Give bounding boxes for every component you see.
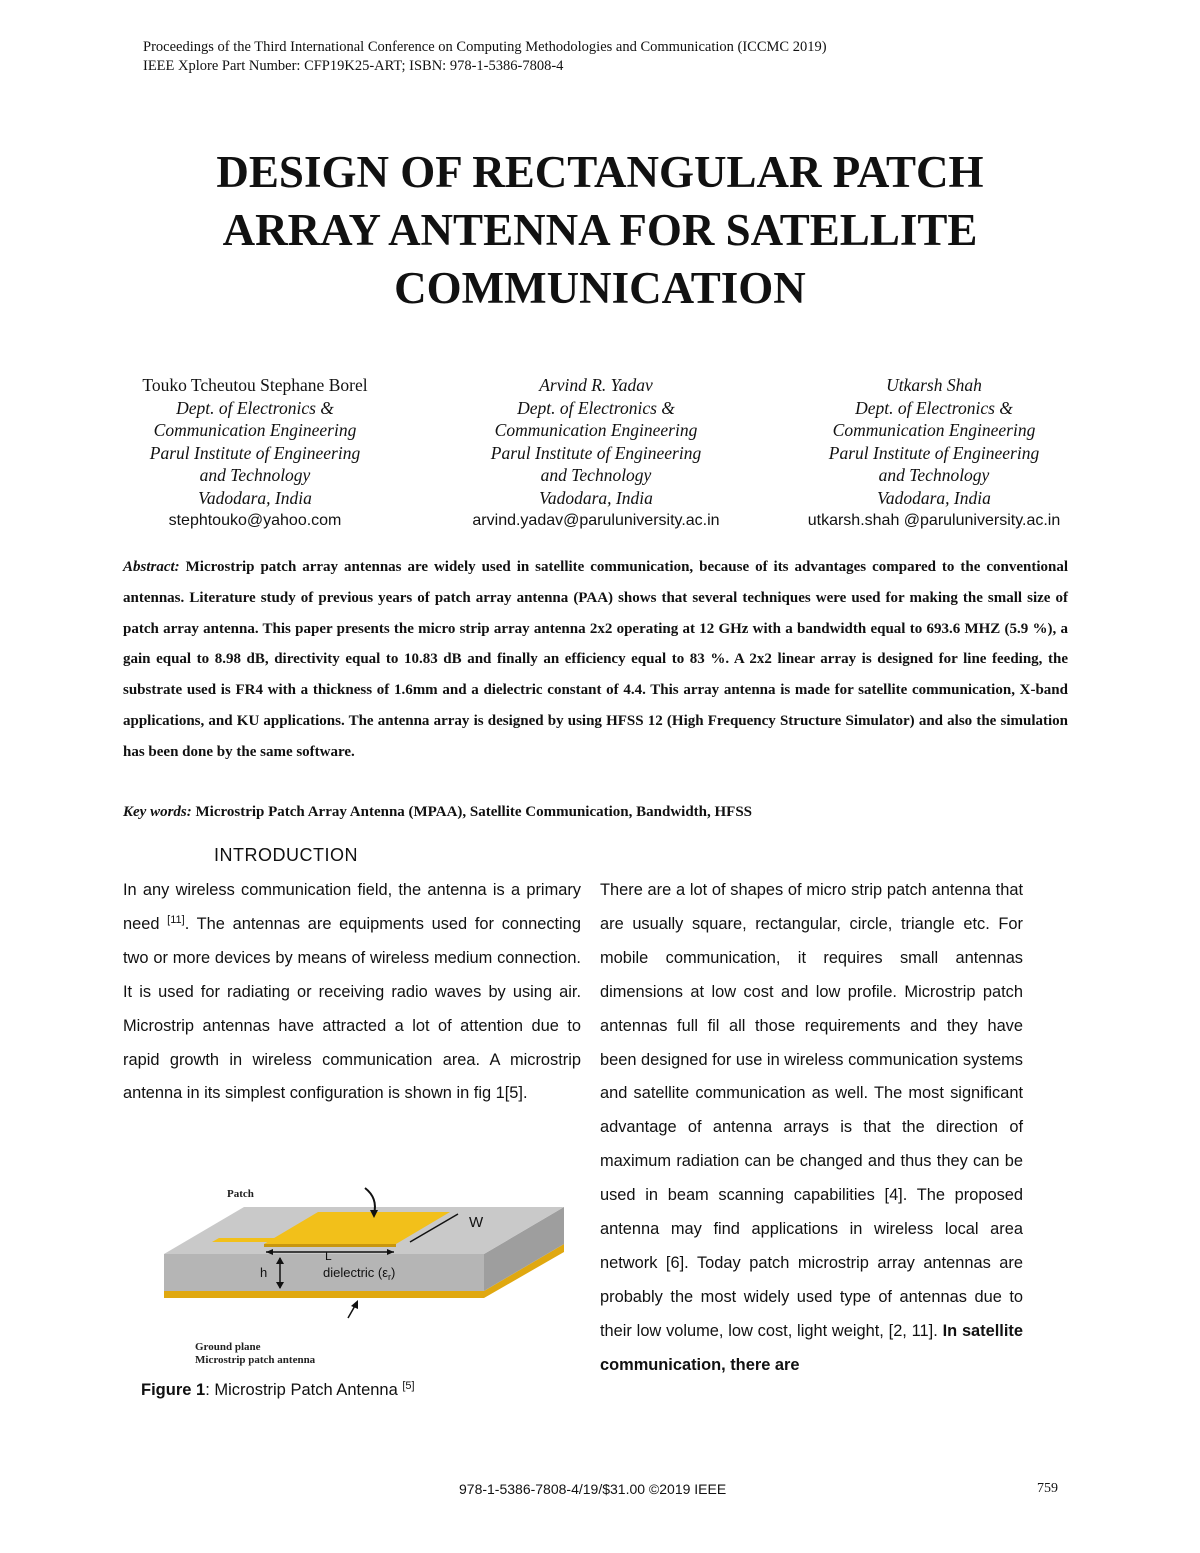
figure-label-ground-plane: Ground plane: [195, 1341, 261, 1353]
author-1: [65, 374, 445, 532]
author-institute: and Technology: [540, 465, 652, 486]
page-number: 759: [1037, 1481, 1058, 1496]
figure-label-dielectric: [323, 1265, 395, 1282]
author-dept: Communication Engineering: [153, 420, 357, 441]
author-name: Touko Tcheutou Stephane Borel: [142, 375, 368, 395]
author-dept: Dept. of Electronics &: [517, 397, 675, 418]
section-heading-introduction: INTRODUCTION: [214, 845, 358, 865]
header-isbn: IEEE Xplore Part Number: CFP19K25-ART; ISBN: 978-1-5386-7808-4: [143, 58, 564, 74]
footer-copyright: 978-1-5386-7808-4/19/$31.00 ©2019 IEEE: [459, 1481, 727, 1497]
author-dept: Communication Engineering: [494, 420, 698, 441]
intro-paragraph-part1: In any wireless communication field, the antenna is a primary need: [123, 881, 581, 933]
author-location: Vadodara, India: [539, 487, 653, 508]
author-name: Utkarsh Shah: [886, 375, 982, 395]
keywords-label: Key words:: [123, 804, 192, 820]
dielectric-end: ): [391, 1265, 396, 1280]
intro-paragraph-part2: . The antennas are equipments used for connecting two or more devices by means of wireless medium connection. It is used for radiating or receiving radio waves by using air. Microstrip antennas have attracted a lot of attention due to rapid growth in wireless communication area. A microstrip antenna in its simplest configuration is shown in fig 1[5].: [123, 914, 581, 1103]
author-institute: Parul Institute of Engineering: [490, 442, 702, 463]
header-conference: Proceedings of the Third International Conference on Computing Methodologies and Communication (ICCMC 2019): [143, 39, 827, 55]
figure-microstrip-patch: [160, 1180, 570, 1370]
right-paragraph: There are a lot of shapes of micro strip patch antenna that are usually square, rectangular, circle, triangle etc. For mobile communication, it requires small antennas dimensions at low cost and low profile. Microstrip patch antennas full fil all those requirements and they have been designed for use in wireless communication systems and satellite communication as well. The most significant advantage of antenna arrays is that the direction of maximum radiation can be changed and thus they can be used in beam scanning capabilities [4]. The proposed antenna may find applications in wireless local area network [6]. Today patch microstrip array antennas are probably the most widely used type of antennas due to their low volume, low cost, light weight, [2, 11].: [600, 881, 1023, 1340]
paper-title: [100, 143, 1100, 317]
figure-label-patch: Patch: [227, 1188, 254, 1200]
running-header: [143, 38, 827, 76]
caption-ref: [5]: [402, 1380, 415, 1392]
figure-label-microstrip: Microstrip patch antenna: [195, 1354, 316, 1366]
author-3: [744, 374, 1124, 532]
caption-text: : Microstrip Patch Antenna: [205, 1381, 403, 1399]
dielectric-subscript: r: [388, 1272, 392, 1282]
author-institute: and Technology: [199, 465, 311, 486]
author-institute: Parul Institute of Engineering: [828, 442, 1040, 463]
dielectric-text: dielectric (ε: [323, 1265, 389, 1280]
author-email[interactable]: arvind.yadav@paruluniversity.ac.in: [472, 511, 720, 529]
keywords: [123, 798, 1068, 826]
keywords-text: Microstrip Patch Array Antenna (MPAA), Satellite Communication, Bandwidth, HFSS: [195, 804, 753, 820]
figure-label-h: h: [260, 1265, 268, 1280]
citation-ref: [11]: [167, 913, 185, 926]
caption-label: Figure 1: [141, 1381, 206, 1399]
author-dept: Dept. of Electronics &: [855, 397, 1013, 418]
right-paragraph-emphasis: In satellite communication, there are: [600, 1321, 1023, 1374]
figure-caption: [141, 1381, 415, 1400]
author-email[interactable]: utkarsh.shah @paruluniversity.ac.in: [807, 511, 1061, 529]
title-line-1: DESIGN OF RECTANGULAR PATCH: [216, 147, 984, 197]
abstract: [123, 552, 1068, 768]
abstract-text: Microstrip patch array antennas are widely used in satellite communication, because of its advantages compared to the conventional antennas. Literature study of previous years of patch array antenna (PAA) shows that several techniques were used for making the small size of patch array antenna. This paper presents the micro strip array antenna 2x2 operating at 12 GHz with a bandwidth equal to 693.6 MHZ (5.9 %), a gain equal to 8.98 dB, directivity equal to 10.83 dB and finally an efficiency equal to 83 %. A 2x2 linear array is designed for line feeding, the substrate used is FR4 with a thickness of 1.6mm and a dielectric constant of 4.4. This array antenna is made for satellite communication, X-band applications, and KU applications. The antenna array is designed by using HFSS 12 (High Frequency Structure Simulator) and also the simulation has been done by the same software.: [123, 559, 1068, 760]
author-email[interactable]: stephtouko@yahoo.com: [168, 511, 342, 529]
author-institute: and Technology: [878, 465, 990, 486]
title-line-3: COMMUNICATION: [394, 263, 806, 313]
abstract-label: Abstract:: [123, 559, 180, 575]
left-column-text: [123, 874, 581, 1111]
author-name: Arvind R. Yadav: [539, 375, 653, 395]
figure-label-l: L: [325, 1249, 332, 1263]
author-dept: Communication Engineering: [832, 420, 1036, 441]
author-location: Vadodara, India: [198, 487, 312, 508]
author-location: Vadodara, India: [877, 487, 991, 508]
figure-label-w: W: [469, 1214, 484, 1231]
patch-antenna-illustration: [160, 1180, 570, 1370]
author-dept: Dept. of Electronics &: [176, 397, 334, 418]
title-line-2: ARRAY ANTENNA FOR SATELLITE: [222, 205, 978, 255]
author-2: [406, 374, 786, 532]
patch-edge: [264, 1244, 396, 1247]
feed-line-shape: [212, 1238, 277, 1242]
right-column-text: [600, 874, 1023, 1383]
author-institute: Parul Institute of Engineering: [149, 442, 361, 463]
